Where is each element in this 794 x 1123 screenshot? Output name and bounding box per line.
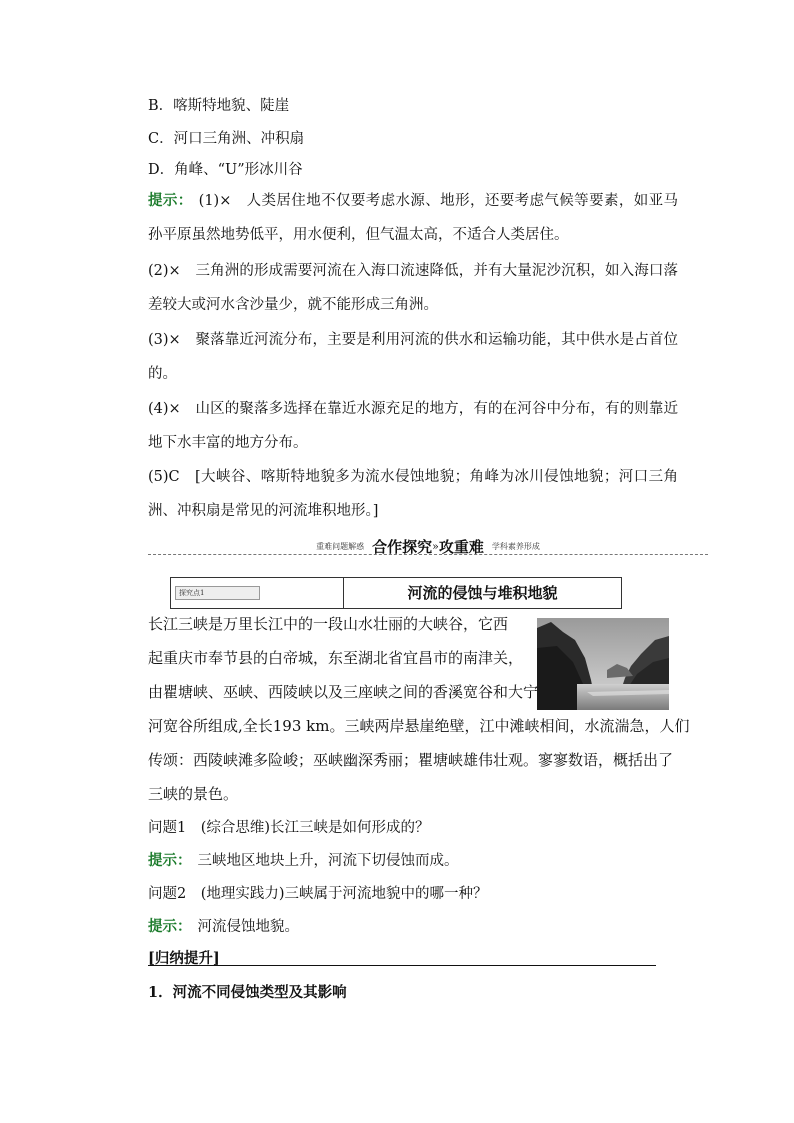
topic-box — [170, 577, 622, 609]
answer-4-text: (4)× 山区的聚落多选择在靠近水源充足的地方，有的在河谷中分布，有的则靠近地下水丰富的地方分布。 — [148, 401, 678, 451]
answer-q2 — [148, 917, 299, 937]
passage-line-4: 河宽谷所组成,全长193 km。三峡两岸悬崖绝壁，江中滩峡相间，水流湍急，人们 — [148, 717, 690, 735]
hint-answer-1-text: (1)× 人类居住地不仅要考虑水源、地形，还要考虑气候等要素，如亚马孙平原虽然地势低平，用水便利，但气温太高，不适合人类居住。 — [148, 193, 679, 243]
banner-main2-text: 攻重难 — [438, 538, 484, 556]
banner-left-text: 重难问题解惑 — [316, 542, 365, 551]
answer-q1-text: 三峡地区地块上升，河流下切侵蚀而成。 — [197, 853, 459, 869]
answer-2-text: (2)× 三角洲的形成需要河流在入海口流速降低，并有大量泥沙沉积，如入海口落差较大或河水含沙量少，就不能形成三角洲。 — [148, 263, 678, 313]
question-2: 问题2 (地理实践力)三峡属于河流地貌中的哪一种？ — [148, 886, 488, 902]
subheading: 1．河流不同侵蚀类型及其影响 — [148, 984, 347, 1001]
banner-text — [148, 536, 708, 557]
section-banner — [148, 536, 708, 558]
topic-tag — [171, 578, 344, 608]
answer-3-text: (3)× 聚落靠近河流分布，主要是利用河流的供水和运输功能，其中供水是占首位的。 — [148, 332, 678, 382]
summary-label: [归纳提升] — [148, 950, 220, 967]
question-1: 问题1 (综合思维)长江三峡是如何形成的？ — [148, 820, 430, 836]
double-chevron-icon: » — [432, 540, 439, 553]
passage-line-1: 长江三峡是万里长江中的一段山水壮丽的大峡谷，它西 — [148, 615, 509, 633]
banner-right-text: 学科素养形成 — [491, 542, 540, 551]
option-b: B．喀斯特地貌、陡崖 — [148, 98, 290, 114]
answer-q1 — [148, 851, 459, 871]
passage-line-3: 由瞿塘峡、巫峡、西陵峡以及三座峡之间的香溪宽谷和大宁 — [148, 683, 539, 701]
option-d: D．角峰、“U”形冰川谷 — [148, 162, 303, 178]
passage-line-2: 起重庆市奉节县的白帝城，东至湖北省宜昌市的南津关， — [148, 649, 524, 667]
hint-answer-1 — [148, 184, 678, 252]
hint-label-q2: 提示： — [148, 918, 192, 935]
passage-line-6: 三峡的景色。 — [148, 785, 239, 803]
answer-3 — [148, 323, 678, 391]
summary-underline — [148, 965, 656, 966]
topic-title: 河流的侵蚀与堆积地貌 — [407, 584, 558, 602]
answer-5 — [148, 460, 678, 528]
passage-line-5: 传颂：西陵峡滩多险峻；巫峡幽深秀丽；瞿塘峡雄伟壮观。寥寥数语，概括出了 — [148, 751, 674, 769]
banner-main-text: 合作探究 — [372, 538, 433, 556]
answer-2 — [148, 254, 678, 322]
hint-label: 提示： — [148, 192, 193, 209]
answer-4 — [148, 392, 678, 460]
three-gorges-photo — [537, 618, 669, 710]
answer-5-text: (5)C [大峡谷、喀斯特地貌多为流水侵蚀地貌；角峰为冰川侵蚀地貌；河口三角洲、冲积扇是常见的河流堆积地形。] — [148, 469, 678, 519]
answer-q2-text: 河流侵蚀地貌。 — [197, 919, 299, 935]
hint-label-q1: 提示： — [148, 852, 192, 869]
option-c: C．河口三角洲、冲积扇 — [148, 131, 305, 147]
gorge-landscape-image — [537, 618, 669, 710]
topic-tag-label: 探究点1 — [175, 586, 260, 600]
